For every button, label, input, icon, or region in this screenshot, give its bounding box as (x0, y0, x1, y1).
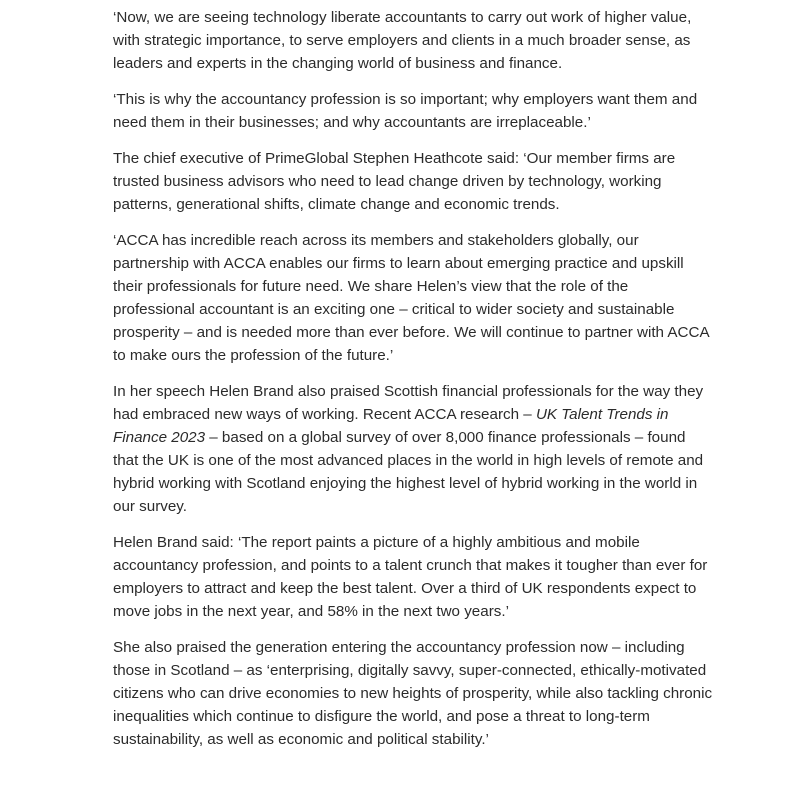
article-body (113, 6, 713, 764)
report-title-italic: UK Talent Trends in Finance 2023 (113, 406, 669, 446)
paragraph-profession-important: ‘This is why the accountancy profession is so important; why employers want them and need them in their businesses; and why accountants are irreplaceable.’ (113, 91, 698, 131)
paragraph-scottish-text-before: In her speech Helen Brand also praised Scottish financial professionals for the way they had embraced new ways of working. Recent ACCA research – (113, 383, 704, 423)
paragraph-scottish-text-after: – based on a global survey of over 8,000 finance professionals – found that the UK is one of the most advanced places in the world in high levels of remote and hybrid working with Scotland enjoying the highest level of hybrid working in the world in our survey. (113, 429, 704, 515)
paragraph-scottish-professionals (113, 380, 713, 518)
paragraph-primeglobal-quote: The chief executive of PrimeGlobal Stephen Heathcote said: ‘Our member firms are trusted business advisors who need to lead change driven by technology, working patterns, generational shifts, climate change and economic trends. (113, 150, 676, 213)
paragraph-report-talent-crunch: Helen Brand said: ‘The report paints a picture of a highly ambitious and mobile accountancy profession, and points to a talent crunch that makes it tougher than ever for employers to attract and keep the best talent. Over a third of UK respondents expect to move jobs in the next year, and 58% in the next two years.’ (113, 534, 708, 620)
paragraph-technology-liberates: ‘Now, we are seeing technology liberate accountants to carry out work of higher value, with strategic importance, to serve employers and clients in a much broader sense, as leaders and experts in the changing world of business and finance. (113, 9, 692, 72)
paragraph-new-generation: She also praised the generation entering the accountancy profession now – including those in Scotland – as ‘enterprising, digitally savvy, super-connected, ethically-motivated citizens who can drive economies to new heights of prosperity, while also tackling chronic inequalities which continue to disfigure the world, and pose a threat to long-term sustainability, as well as economic and political stability.’ (113, 639, 713, 748)
paragraph-acca-reach: ‘ACCA has incredible reach across its members and stakeholders globally, our partnership with ACCA enables our firms to learn about emerging practice and upskill their professionals for future need. We share Helen’s view that the role of the professional accountant is an exciting one – critical to wider society and sustainable prosperity – and is needed more than ever before. We will continue to partner with ACCA to make ours the profession of the future.’ (113, 232, 709, 364)
